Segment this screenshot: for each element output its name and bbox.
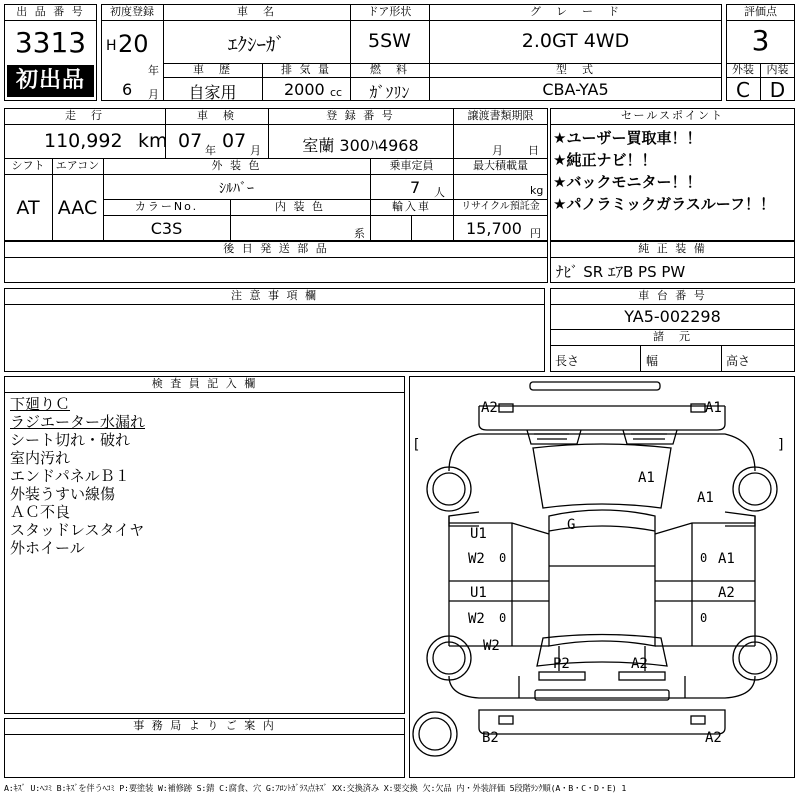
exterior-score: C xyxy=(736,78,750,102)
history-value: 自家用 xyxy=(188,83,237,102)
history-label: 車 歴 xyxy=(193,63,232,76)
reg-month: 6 xyxy=(122,80,133,99)
inspection-month-unit: 月 xyxy=(250,144,261,157)
equipment-value: ﾅﾋﾞ SR ｴｱB PS PW xyxy=(556,263,686,281)
model-code-label: 型 式 xyxy=(556,63,595,76)
mileage-unit: km xyxy=(138,130,168,152)
remark-line: 外ホイール xyxy=(10,539,85,557)
inspection-label: 車 検 xyxy=(197,109,236,122)
inspection-year: 07 xyxy=(178,130,203,152)
interior-label: 内装 xyxy=(766,63,789,76)
capacity-unit: 人 xyxy=(434,186,445,199)
score-label: 評価点 xyxy=(744,5,777,18)
mileage-label: 走 行 xyxy=(65,109,104,122)
interior-score: D xyxy=(769,78,786,102)
door-type: 5SW xyxy=(368,30,411,52)
damage-left-rear-door-u: U1 xyxy=(470,585,487,601)
ext-color-label: 外 装 色 xyxy=(211,159,262,172)
remark-line: ＡＣ不良 xyxy=(10,503,71,521)
color-no-value: C3S xyxy=(150,219,183,238)
sales-point: ★純正ナビ！！ xyxy=(553,151,657,169)
door-type-label: ドア形状 xyxy=(367,5,412,18)
int-color-unit: 系 xyxy=(354,227,365,240)
damage-right-rear-door: A2 xyxy=(718,585,735,601)
first-reg-label: 初度登録 xyxy=(110,5,154,18)
inspector-label: 検 査 員 記 入 欄 xyxy=(151,377,258,390)
capacity-label: 乗車定員 xyxy=(389,159,434,172)
max-load-label: 最大積載量 xyxy=(473,159,528,172)
width-label: 幅 xyxy=(646,354,659,368)
capacity-value: 7 xyxy=(410,178,421,197)
transfer-day-unit: 日 xyxy=(528,144,539,157)
damage-right-rear-door-o: 0 xyxy=(700,611,708,625)
damage-rear-left: B2 xyxy=(482,730,499,746)
sales-points-list xyxy=(553,127,775,215)
lot-number: 3313 xyxy=(14,26,87,59)
load-unit: kg xyxy=(530,184,544,197)
remark-line: シート切れ・破れ xyxy=(10,431,131,449)
plate-label: 登 録 番 号 xyxy=(326,109,395,122)
recycle-value: 15,700 xyxy=(466,219,522,238)
damage-left-quarter: W2 xyxy=(483,638,500,654)
car-name-label: 車 名 xyxy=(237,5,276,18)
sales-point: ★バックモニター！！ xyxy=(553,173,702,191)
later-parts-label: 後 日 発 送 部 品 xyxy=(223,242,329,255)
inspection-year-unit: 年 xyxy=(205,144,216,157)
remark-line: 下廻りＣ xyxy=(10,395,71,413)
chassis-label: 車 台 番 号 xyxy=(638,289,707,302)
remark-line: ラジエーター水漏れ xyxy=(10,413,146,431)
car-diagram xyxy=(409,376,795,778)
fuel-label: 燃 料 xyxy=(370,63,409,76)
damage-left-front-door-u: U1 xyxy=(470,526,487,542)
reg-year-unit: 年 xyxy=(148,64,159,77)
dimensions-label: 諸 元 xyxy=(653,330,692,343)
displacement-label: 排 気 量 xyxy=(281,63,331,76)
grade-label: グ レ ー ド xyxy=(530,5,621,18)
damage-left-rear-door-w: W2 xyxy=(468,611,485,627)
damage-rear-glass: A2 xyxy=(631,656,648,672)
import-label: 輸入車 xyxy=(392,200,431,213)
reg-month-unit: 月 xyxy=(148,88,159,101)
damage-roof-rear: P2 xyxy=(553,656,570,672)
damage-right-front-door-o: 0 xyxy=(700,551,708,565)
lot-label: 出 品 番 号 xyxy=(16,5,85,18)
era: H xyxy=(106,38,117,54)
sales-point: ★ユーザー買取車！！ xyxy=(553,129,702,147)
color-no-label: カラーNo. xyxy=(134,200,199,213)
damage-hood: A1 xyxy=(638,470,655,486)
int-color-label: 内 装 色 xyxy=(275,200,325,213)
recycle-label: リサイクル預託金 xyxy=(461,201,540,212)
damage-front-left: A2 xyxy=(481,400,498,416)
first-listing-badge: 初出品 xyxy=(7,65,94,97)
remark-line: 室内汚れ xyxy=(10,449,71,467)
plate-value: 室蘭 300ﾊ4968 xyxy=(302,136,419,155)
inspection-month: 07 xyxy=(222,130,247,152)
model-code-value: CBA-YA5 xyxy=(542,80,609,99)
transfer-label: 譲渡書類期限 xyxy=(467,109,534,122)
equipment-label: 純 正 装 備 xyxy=(638,242,707,255)
chassis-number: YA5-002298 xyxy=(624,307,721,326)
sales-points-label: セールスポイント xyxy=(620,109,724,122)
grade: 2.0GT 4WD xyxy=(521,30,630,52)
mileage-value: 110,992 xyxy=(44,130,123,152)
notes-label: 注 意 事 項 欄 xyxy=(231,289,318,302)
ext-color-value: ｼﾙﾊﾞｰ xyxy=(219,181,254,197)
damage-windshield: G xyxy=(567,517,576,533)
bracket-right: ] xyxy=(777,437,786,453)
aircon-label: エアコン xyxy=(55,159,100,172)
length-label: 長さ xyxy=(555,354,580,368)
damage-rear-right: A2 xyxy=(705,730,722,746)
exterior-label: 外装 xyxy=(732,63,754,76)
damage-front-right: A1 xyxy=(705,400,722,416)
inspector-remarks xyxy=(10,395,145,557)
shift-label: シフト xyxy=(11,159,45,172)
displacement-value: 2000 xyxy=(284,80,325,99)
fuel-value: ｶﾞｿﾘﾝ xyxy=(369,83,410,102)
remark-line: スタッドレスタイヤ xyxy=(10,521,145,539)
overall-score: 3 xyxy=(751,24,770,57)
damage-right-fender: A1 xyxy=(697,490,714,506)
aircon-value: AAC xyxy=(57,197,98,219)
height-label: 高さ xyxy=(726,354,751,368)
sales-point: ★パノラミックガラスルーフ！！ xyxy=(553,195,775,213)
reg-year: 20 xyxy=(118,30,149,58)
damage-left-rear-door-o: 0 xyxy=(499,611,507,625)
remark-line: 外装うすい線傷 xyxy=(10,485,116,503)
legend: A:ｷｽﾞ U:ﾍｺﾐ B:ｷｽﾞを伴うﾍｺﾐ P:要塗装 W:補修跡 S:錆 C:腐食、穴 G:ﾌﾛﾝﾄｶﾞﾗｽ点ｷｽﾞ XX:交換済み X:要交換 欠:欠品 内・外装評価 5段階ﾗﾝｸ順(A・B・C・D・E) 1 xyxy=(4,783,627,793)
car-name: ｴｸｼｰｶﾞ xyxy=(227,34,285,56)
damage-right-front-door: A1 xyxy=(718,551,735,567)
office-label: 事 務 局 よ り ご 案 内 xyxy=(133,719,276,732)
transfer-month-unit: 月 xyxy=(492,144,503,157)
damage-left-front-door-o: 0 xyxy=(499,551,507,565)
displacement-unit: cc xyxy=(330,86,343,99)
bracket-left: [ xyxy=(412,437,421,453)
shift-value: AT xyxy=(16,197,40,219)
remark-line: エンドパネルＢ１ xyxy=(10,467,130,485)
damage-left-front-door-w: W2 xyxy=(468,551,485,567)
recycle-unit: 円 xyxy=(530,227,541,240)
